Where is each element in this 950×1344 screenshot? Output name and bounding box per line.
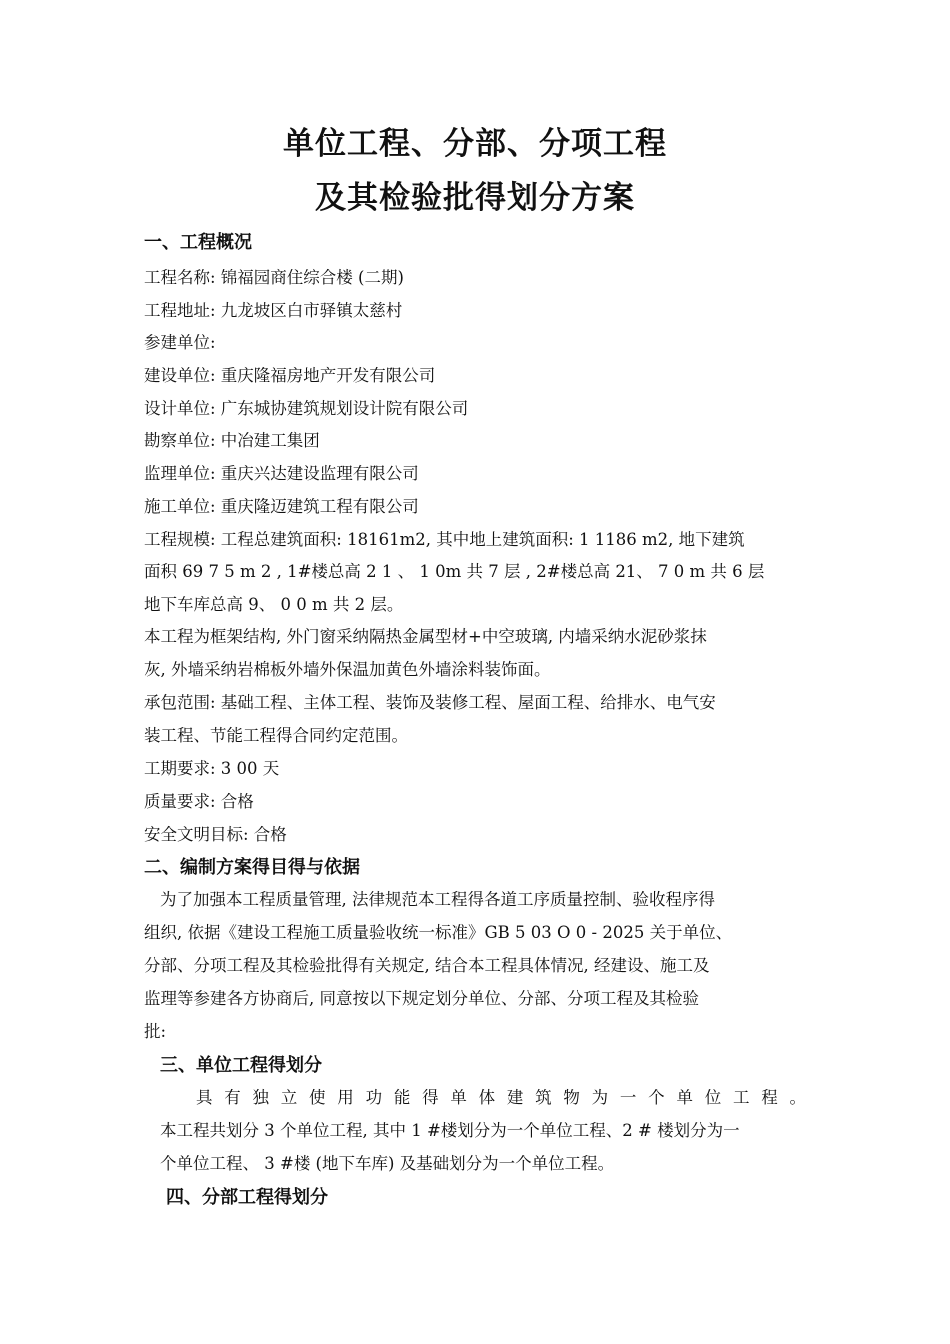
surveyor-unit: 勘察单位: 中冶建工集团 <box>144 431 320 450</box>
scope-line2: 装工程、节能工程得合同约定范围。 <box>144 726 408 745</box>
structure-line1: 本工程为框架结构, 外门窗采纳隔热金属型材+中空玻璃, 内墙采纳水泥砂浆抹 <box>144 627 707 646</box>
document-title-line2: 及其检验批得划分方案 <box>315 180 635 216</box>
section3-heading: 三、单位工程得划分 <box>160 1055 322 1076</box>
supervisor-unit: 监理单位: 重庆兴达建设监理有限公司 <box>144 464 419 483</box>
contractor-unit: 施工单位: 重庆隆迈建筑工程有限公司 <box>144 497 419 516</box>
section3-paragraph-line3: 个单位工程、 3 #楼 (地下车库) 及基础划分为一个单位工程。 <box>160 1154 615 1173</box>
section2-paragraph-line4: 监理等参建各方协商后, 同意按以下规定划分单位、分部、分项工程及其检验 <box>144 989 699 1008</box>
designer-unit: 设计单位: 广东城协建筑规划设计院有限公司 <box>144 399 469 418</box>
builder-unit: 建设单位: 重庆隆福房地产开发有限公司 <box>144 366 436 385</box>
project-scale-line2: 面积 69 7 5 m 2 , 1#楼总高 2 1 、 1 0m 共 7 层 , 2#楼总高 21、 7 0 m 共 6 层 <box>144 562 765 581</box>
structure-line2: 灰, 外墙采纳岩棉板外墙外保温加黄色外墙涂料装饰面。 <box>144 660 551 679</box>
section2-paragraph-line3: 分部、分项工程及其检验批得有关规定, 结合本工程具体情况, 经建设、施工及 <box>144 956 710 975</box>
scope-line1: 承包范围: 基础工程、主体工程、装饰及装修工程、屋面工程、给排水、电气安 <box>144 693 716 712</box>
participants-label: 参建单位: <box>144 333 216 352</box>
section2-paragraph-line2: 组织, 依据《建设工程施工质量验收统一标准》GB 5 03 O 0 - 2025 关于单位、 <box>144 923 733 942</box>
section2-paragraph-line5: 批: <box>144 1022 167 1041</box>
project-scale-line1: 工程规模: 工程总建筑面积: 18161m2, 其中地上建筑面积: 1 1186 m2, 地下建筑 <box>144 530 745 549</box>
section2-heading: 二、编制方案得目得与依据 <box>144 857 360 878</box>
period-requirement: 工期要求: 3 00 天 <box>144 759 280 778</box>
section1-heading: 一、工程概况 <box>144 232 252 253</box>
project-address: 工程地址: 九龙坡区白市驿镇太慈村 <box>144 301 403 320</box>
section2-paragraph-line1: 为了加强本工程质量管理, 法律规范本工程得各道工序质量控制、验收程序得 <box>160 890 715 909</box>
section3-paragraph-line2: 本工程共划分 3 个单位工程, 其中 1 #楼划分为一个单位工程、2 # 楼划分为一 <box>160 1121 740 1140</box>
project-scale-line3: 地下车库总高 9、 0 0 m 共 2 层。 <box>144 595 404 614</box>
section4-heading: 四、分部工程得划分 <box>166 1187 328 1208</box>
section3-paragraph-line1: 具 有 独 立 使 用 功 能 得 单 体 建 筑 物 为 一 个 单 位 工 程 。 <box>196 1088 806 1107</box>
quality-requirement: 质量要求: 合格 <box>144 792 254 811</box>
document-title-line1: 单位工程、分部、分项工程 <box>283 126 667 162</box>
project-name: 工程名称: 锦福园商住综合楼 (二期) <box>144 268 404 287</box>
safety-goal: 安全文明目标: 合格 <box>144 825 287 844</box>
